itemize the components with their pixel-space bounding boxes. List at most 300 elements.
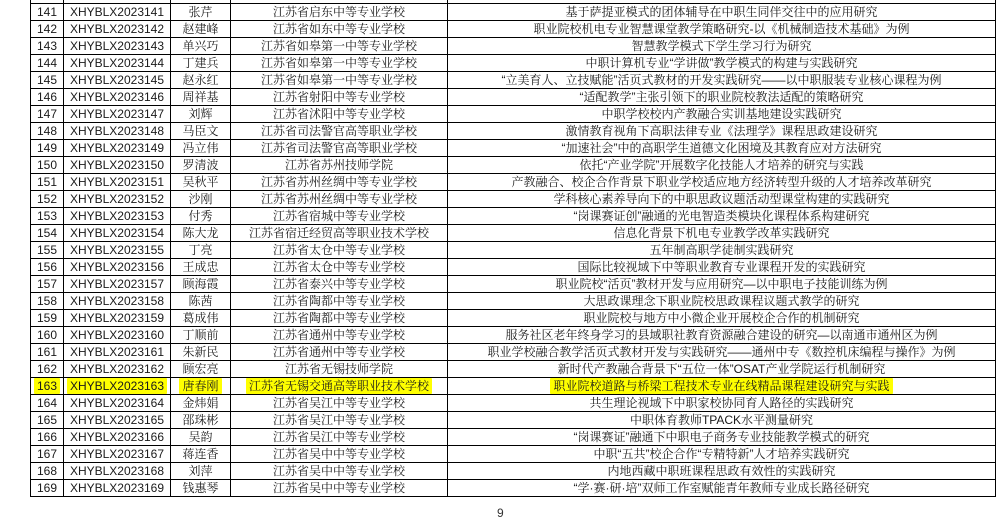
topic-title-text: 大思政课理念下职业院校思政课程议题式教学的研究 [583,294,860,308]
school-name-text: 江苏省吴中中等专业学校 [272,447,405,461]
school-name-text: 江苏省苏州丝绸中等专业学校 [260,175,417,189]
topic-title-text: 激情教育视角下高职法律专业《法理学》课程思政建设研究 [565,124,878,138]
row-number-text: 165 [36,413,58,427]
school-name-text: 江苏省无锡技师学院 [284,362,393,376]
row-number-text: 159 [36,311,58,325]
row-number-text: 142 [36,22,58,36]
person-name-text: 付秀 [188,209,213,223]
person-name-text: 马臣文 [182,124,219,138]
table-row[interactable] [31,174,996,191]
cell-name[interactable] [171,361,231,378]
research-topics-table [30,0,996,497]
cell-title[interactable] [448,72,996,89]
person-name-text: 丁建兵 [182,56,219,70]
topic-id-text: XHYBLX2023151 [69,175,165,189]
cell-number[interactable] [31,293,64,310]
cell-name[interactable] [171,310,231,327]
person-name-text: 张芹 [188,5,213,19]
table-row[interactable] [31,327,996,344]
cell-name[interactable] [171,208,231,225]
topic-title-text: 中职体育教师TPACK水平测量研究 [629,413,814,427]
topic-title-text: 新时代产教融合背景下“五位一体”OSAT产业学院运行机制研究 [557,362,886,376]
cell-title[interactable] [448,4,996,21]
cell-id[interactable] [64,89,171,106]
table-row[interactable] [31,140,996,157]
cell-school[interactable] [231,276,448,293]
person-name-text: 赵建峰 [182,22,219,36]
cell-name[interactable] [171,395,231,412]
cell-number[interactable] [31,123,64,140]
cell-id[interactable] [64,395,171,412]
topic-title-text: “学·赛·研·培”双师工作室赋能青年教师专业成长路径研究 [573,481,870,495]
cell-name[interactable] [171,276,231,293]
cell-name[interactable] [171,123,231,140]
cell-number[interactable] [31,55,64,72]
cell-id[interactable] [64,123,171,140]
cell-number[interactable] [31,480,64,497]
cell-school[interactable] [231,242,448,259]
topic-title-text: “立美育人、立技赋能”活页式教材的开发实践研究——以中职服装专业核心课程为例 [501,73,942,87]
cell-title[interactable] [448,463,996,480]
topic-title-text: “岗课赛证”融通下中职电子商务专业技能教学模式的研究 [573,430,870,444]
topic-title-text: 中职“五共”校企合作“专精特新”人才培养实践研究 [593,447,850,461]
cell-name[interactable] [171,259,231,276]
cell-name[interactable] [171,21,231,38]
cell-school[interactable] [231,72,448,89]
cell-name[interactable] [171,106,231,123]
row-number-text: 161 [36,345,58,359]
cell-number[interactable] [31,395,64,412]
cell-number[interactable] [31,242,64,259]
cell-number[interactable] [31,378,64,395]
cell-id[interactable] [64,293,171,310]
topic-title-text: “适配教学”主张引领下的职业院校教法适配的策略研究 [579,90,864,104]
cell-title[interactable] [448,395,996,412]
cell-id[interactable] [64,140,171,157]
topic-title-text: 职业院校与地方中小微企业开展校企合作的机制研究 [583,311,860,325]
cell-number[interactable] [31,225,64,242]
table-row[interactable] [31,259,996,276]
topic-id-text: XHYBLX2023166 [69,430,165,444]
cell-number[interactable] [31,429,64,446]
person-name-text: 冯立伟 [182,141,219,155]
topic-id-text: XHYBLX2023147 [69,107,165,121]
cell-title[interactable] [448,225,996,242]
cell-number[interactable] [31,463,64,480]
topic-id-text: XHYBLX2023158 [69,294,165,308]
topic-title-text: 职业院校“活页”教材开发与应用研究—以中职电子技能训练为例 [555,277,888,291]
cell-title[interactable] [448,412,996,429]
cell-id[interactable] [64,72,171,89]
table-row[interactable] [31,225,996,242]
cell-title[interactable] [448,89,996,106]
cell-number[interactable] [31,446,64,463]
topic-id-text: XHYBLX2023154 [69,226,165,240]
topic-id-text: XHYBLX2023169 [69,481,165,495]
topic-id-text: XHYBLX2023144 [69,56,165,70]
cell-number[interactable] [31,344,64,361]
row-number-text: 169 [36,481,58,495]
cell-number[interactable] [31,157,64,174]
school-name-text: 江苏省吴江中等专业学校 [272,396,405,410]
table-row[interactable] [31,480,996,497]
cell-school[interactable] [231,140,448,157]
row-number-text: 152 [36,192,58,206]
cell-school[interactable] [231,38,448,55]
topic-title-text: 中职学校校内产教融合实训基地建设实践研究 [601,107,842,121]
topic-title-text: 学科核心素养导向下的中职思政议题活动型课堂构建的实践研究 [553,192,890,206]
row-number-text: 141 [36,5,58,19]
cell-number[interactable] [31,174,64,191]
topic-id-text: XHYBLX2023159 [69,311,165,325]
cell-number[interactable] [31,21,64,38]
school-name-text: 江苏省宿迁经贸高等职业技术学校 [248,226,429,240]
cell-title[interactable] [448,480,996,497]
topic-title-text: 职业院校道路与桥梁工程技术专业在线精品课程建设研究与实践 [550,378,892,394]
table-row[interactable] [31,4,996,21]
topic-id-text: XHYBLX2023153 [69,209,165,223]
row-number-text: 166 [36,430,58,444]
cell-title[interactable] [448,21,996,38]
cell-name[interactable] [171,89,231,106]
cell-title[interactable] [448,327,996,344]
cell-id[interactable] [64,242,171,259]
cell-name[interactable] [171,463,231,480]
cell-title[interactable] [448,208,996,225]
table-row[interactable] [31,21,996,38]
cell-name[interactable] [171,4,231,21]
cell-title[interactable] [448,259,996,276]
topic-title-text: 智慧教学模式下学生学习行为研究 [631,39,812,53]
cell-id[interactable] [64,463,171,480]
topic-title-text: 职业院校机电专业智慧课堂教学策略研究-以《机械制造技术基础》为例 [533,22,910,36]
cell-name[interactable] [171,344,231,361]
cell-name[interactable] [171,174,231,191]
topic-title-text: 依托“产业学院”开展数字化技能人才培养的研究与实践 [579,158,864,172]
person-name-text: 丁顺前 [182,328,219,342]
table-row[interactable] [31,446,996,463]
table-row[interactable] [31,293,996,310]
school-name-text: 江苏省通州中等专业学校 [272,328,405,342]
topic-id-text: XHYBLX2023162 [69,362,165,376]
row-number-text: 151 [36,175,58,189]
cell-school[interactable] [231,259,448,276]
cell-school[interactable] [231,344,448,361]
school-name-text: 江苏省苏州丝绸中等专业学校 [260,192,417,206]
person-name-text: 沙刚 [188,192,213,206]
cell-id[interactable] [64,225,171,242]
cell-name[interactable] [171,55,231,72]
table-row[interactable] [31,310,996,327]
row-number-text: 149 [36,141,58,155]
cell-title[interactable] [448,276,996,293]
cell-school[interactable] [231,293,448,310]
person-name-text: 周祥基 [182,90,219,104]
person-name-text: 罗清波 [182,158,219,172]
school-name-text: 江苏省无锡交通高等职业技术学校 [246,378,432,394]
cell-title[interactable] [448,429,996,446]
cell-id[interactable] [64,55,171,72]
table-row[interactable] [31,123,996,140]
cell-number[interactable] [31,38,64,55]
cell-title[interactable] [448,123,996,140]
person-name-text: 金炜娟 [182,396,219,410]
table-row[interactable] [31,429,996,446]
table-row[interactable] [31,361,996,378]
cell-school[interactable] [231,123,448,140]
cell-number[interactable] [31,106,64,123]
person-name-text: 蒋连香 [182,447,219,461]
school-name-text: 江苏省吴江中等专业学校 [272,430,405,444]
cell-name[interactable] [171,378,231,395]
row-number-text: 158 [36,294,58,308]
school-name-text: 江苏省司法警官高等职业学校 [260,124,417,138]
cell-number[interactable] [31,208,64,225]
topic-id-text: XHYBLX2023163 [67,378,167,394]
cell-title[interactable] [448,38,996,55]
person-name-text: 唐春刚 [179,378,221,394]
table-row[interactable] [31,378,996,395]
row-number-text: 147 [36,107,58,121]
person-name-text: 顾宏亮 [182,362,219,376]
topic-title-text: “岗课赛证创”融通的光电智造类模块化课程体系构建研究 [573,209,870,223]
row-number-text: 167 [36,447,58,461]
cell-title[interactable] [448,293,996,310]
topic-id-text: XHYBLX2023148 [69,124,165,138]
cell-name[interactable] [171,327,231,344]
cell-title[interactable] [448,140,996,157]
table-row[interactable] [31,38,996,55]
cell-id[interactable] [64,4,171,21]
cell-id[interactable] [64,361,171,378]
cell-title[interactable] [448,191,996,208]
cell-id[interactable] [64,106,171,123]
topic-id-text: XHYBLX2023160 [69,328,165,342]
cell-name[interactable] [171,140,231,157]
row-number-text: 168 [36,464,58,478]
cell-name[interactable] [171,157,231,174]
topic-id-text: XHYBLX2023161 [69,345,165,359]
school-name-text: 江苏省陶都中等专业学校 [272,294,405,308]
school-name-text: 江苏省吴中中等专业学校 [272,464,405,478]
cell-title[interactable] [448,310,996,327]
topic-id-text: XHYBLX2023150 [69,158,165,172]
topic-id-text: XHYBLX2023152 [69,192,165,206]
table-row[interactable] [31,395,996,412]
topic-title-text: 职业学校融合教学活页式教材开发与实践研究——通州中专《数控机床编程与操作》为例 [487,345,956,359]
cell-title[interactable] [448,378,996,395]
table-row[interactable] [31,106,996,123]
cell-school[interactable] [231,395,448,412]
cell-number[interactable] [31,191,64,208]
topic-title-text: 五年制高职学徒制实践研究 [649,243,794,257]
person-name-text: 刘萍 [188,464,213,478]
table-row[interactable] [31,157,996,174]
cell-school[interactable] [231,4,448,21]
school-name-text: 江苏省太仓中等专业学校 [272,243,405,257]
cell-name[interactable] [171,72,231,89]
cell-school[interactable] [231,174,448,191]
cell-number[interactable] [31,140,64,157]
table-body [31,0,996,497]
row-number-text: 153 [36,209,58,223]
table-row[interactable] [31,463,996,480]
cell-school[interactable] [231,429,448,446]
cell-number[interactable] [31,4,64,21]
cell-title[interactable] [448,242,996,259]
row-number-text: 157 [36,277,58,291]
cell-school[interactable] [231,446,448,463]
cell-name[interactable] [171,446,231,463]
person-name-text: 陈茜 [188,294,213,308]
topic-id-text: XHYBLX2023142 [69,22,165,36]
school-name-text: 江苏省苏州技师学院 [284,158,393,172]
cell-school[interactable] [231,208,448,225]
cell-name[interactable] [171,429,231,446]
table-row[interactable] [31,72,996,89]
topic-title-text: 共生理论视域下中职家校协同育人路径的实践研究 [589,396,854,410]
cell-id[interactable] [64,310,171,327]
topic-id-text: XHYBLX2023167 [69,447,165,461]
cell-title[interactable] [448,446,996,463]
topic-id-text: XHYBLX2023141 [69,5,165,19]
cell-school[interactable] [231,480,448,497]
cell-title[interactable] [448,157,996,174]
topic-id-text: XHYBLX2023149 [69,141,165,155]
cell-title[interactable] [448,174,996,191]
cell-number[interactable] [31,89,64,106]
cell-name[interactable] [171,242,231,259]
table-row[interactable] [31,412,996,429]
school-name-text: 江苏省泰兴中等专业学校 [272,277,405,291]
cell-number[interactable] [31,361,64,378]
table-row[interactable] [31,55,996,72]
cell-id[interactable] [64,276,171,293]
row-number-text: 146 [36,90,58,104]
cell-number[interactable] [31,72,64,89]
school-name-text: 江苏省通州中等专业学校 [272,345,405,359]
cell-id[interactable] [64,38,171,55]
cell-school[interactable] [231,225,448,242]
page-number-partial: 9 [497,506,504,517]
table-row[interactable] [31,89,996,106]
table-row[interactable] [31,276,996,293]
cell-id[interactable] [64,412,171,429]
topic-id-text: XHYBLX2023168 [69,464,165,478]
school-name-text: 江苏省如东中等专业学校 [272,22,405,36]
person-name-text: 陈大龙 [182,226,219,240]
cell-title[interactable] [448,106,996,123]
school-name-text: 江苏省陶都中等专业学校 [272,311,405,325]
topic-id-text: XHYBLX2023164 [69,396,165,410]
cell-school[interactable] [231,361,448,378]
person-name-text: 朱新民 [182,345,219,359]
cell-name[interactable] [171,293,231,310]
cell-name[interactable] [171,225,231,242]
cell-school[interactable] [231,412,448,429]
cell-id[interactable] [64,446,171,463]
cell-number[interactable] [31,259,64,276]
cell-title[interactable] [448,55,996,72]
school-name-text: 江苏省太仓中等专业学校 [272,260,405,274]
cell-id[interactable] [64,174,171,191]
cell-school[interactable] [231,310,448,327]
cell-id[interactable] [64,480,171,497]
person-name-text: 丁亮 [188,243,213,257]
cell-school[interactable] [231,157,448,174]
cell-id[interactable] [64,344,171,361]
cell-school[interactable] [231,378,448,395]
person-name-text: 吴秋平 [182,175,219,189]
person-name-text: 邵珠彬 [182,413,219,427]
row-number-text: 144 [36,56,58,70]
topic-id-text: XHYBLX2023146 [69,90,165,104]
topic-id-text: XHYBLX2023145 [69,73,165,87]
table-row[interactable] [31,208,996,225]
school-name-text: 江苏省如皋第一中等专业学校 [260,39,417,53]
table-row[interactable] [31,242,996,259]
row-number-text: 160 [36,328,58,342]
topic-title-text: 内地西藏中职班课程思政有效性的实践研究 [607,464,836,478]
cell-title[interactable] [448,361,996,378]
cell-school[interactable] [231,55,448,72]
row-number-text: 155 [36,243,58,257]
row-number-text: 143 [36,39,58,53]
cell-number[interactable] [31,327,64,344]
topic-title-text: 信息化背景下机电专业教学改革实践研究 [613,226,830,240]
person-name-text: 钱惠琴 [182,481,219,495]
school-name-text: 江苏省吴中中等专业学校 [272,481,405,495]
cell-id[interactable] [64,21,171,38]
topic-title-text: “加速社会”中的高职学生道德文化困境及其教育应对方法研究 [561,141,882,155]
row-number-text: 156 [36,260,58,274]
table-row[interactable] [31,191,996,208]
school-name-text: 江苏省宿城中等专业学校 [272,209,405,223]
cell-id[interactable] [64,378,171,395]
table-row[interactable] [31,344,996,361]
cell-number[interactable] [31,276,64,293]
row-number-text: 154 [36,226,58,240]
person-name-text: 刘辉 [188,107,213,121]
topic-title-text: 服务社区老年终身学习的县域职社教育资源融合建设的研究—以南通市通州区为例 [505,328,938,342]
cell-school[interactable] [231,327,448,344]
cell-id[interactable] [64,259,171,276]
cell-school[interactable] [231,21,448,38]
cell-name[interactable] [171,412,231,429]
cell-id[interactable] [64,429,171,446]
cell-id[interactable] [64,157,171,174]
cell-id[interactable] [64,327,171,344]
cell-school[interactable] [231,106,448,123]
row-number-text: 148 [36,124,58,138]
topic-id-text: XHYBLX2023165 [69,413,165,427]
cell-school[interactable] [231,463,448,480]
cell-number[interactable] [31,412,64,429]
cell-number[interactable] [31,310,64,327]
cell-name[interactable] [171,38,231,55]
cell-id[interactable] [64,208,171,225]
person-name-text: 王成忠 [182,260,219,274]
cell-name[interactable] [171,480,231,497]
cell-school[interactable] [231,191,448,208]
cell-title[interactable] [448,344,996,361]
row-number-text: 164 [36,396,58,410]
cell-name[interactable] [171,191,231,208]
cell-id[interactable] [64,191,171,208]
topic-id-text: XHYBLX2023155 [69,243,165,257]
person-name-text: 顾海霞 [182,277,219,291]
cell-school[interactable] [231,89,448,106]
